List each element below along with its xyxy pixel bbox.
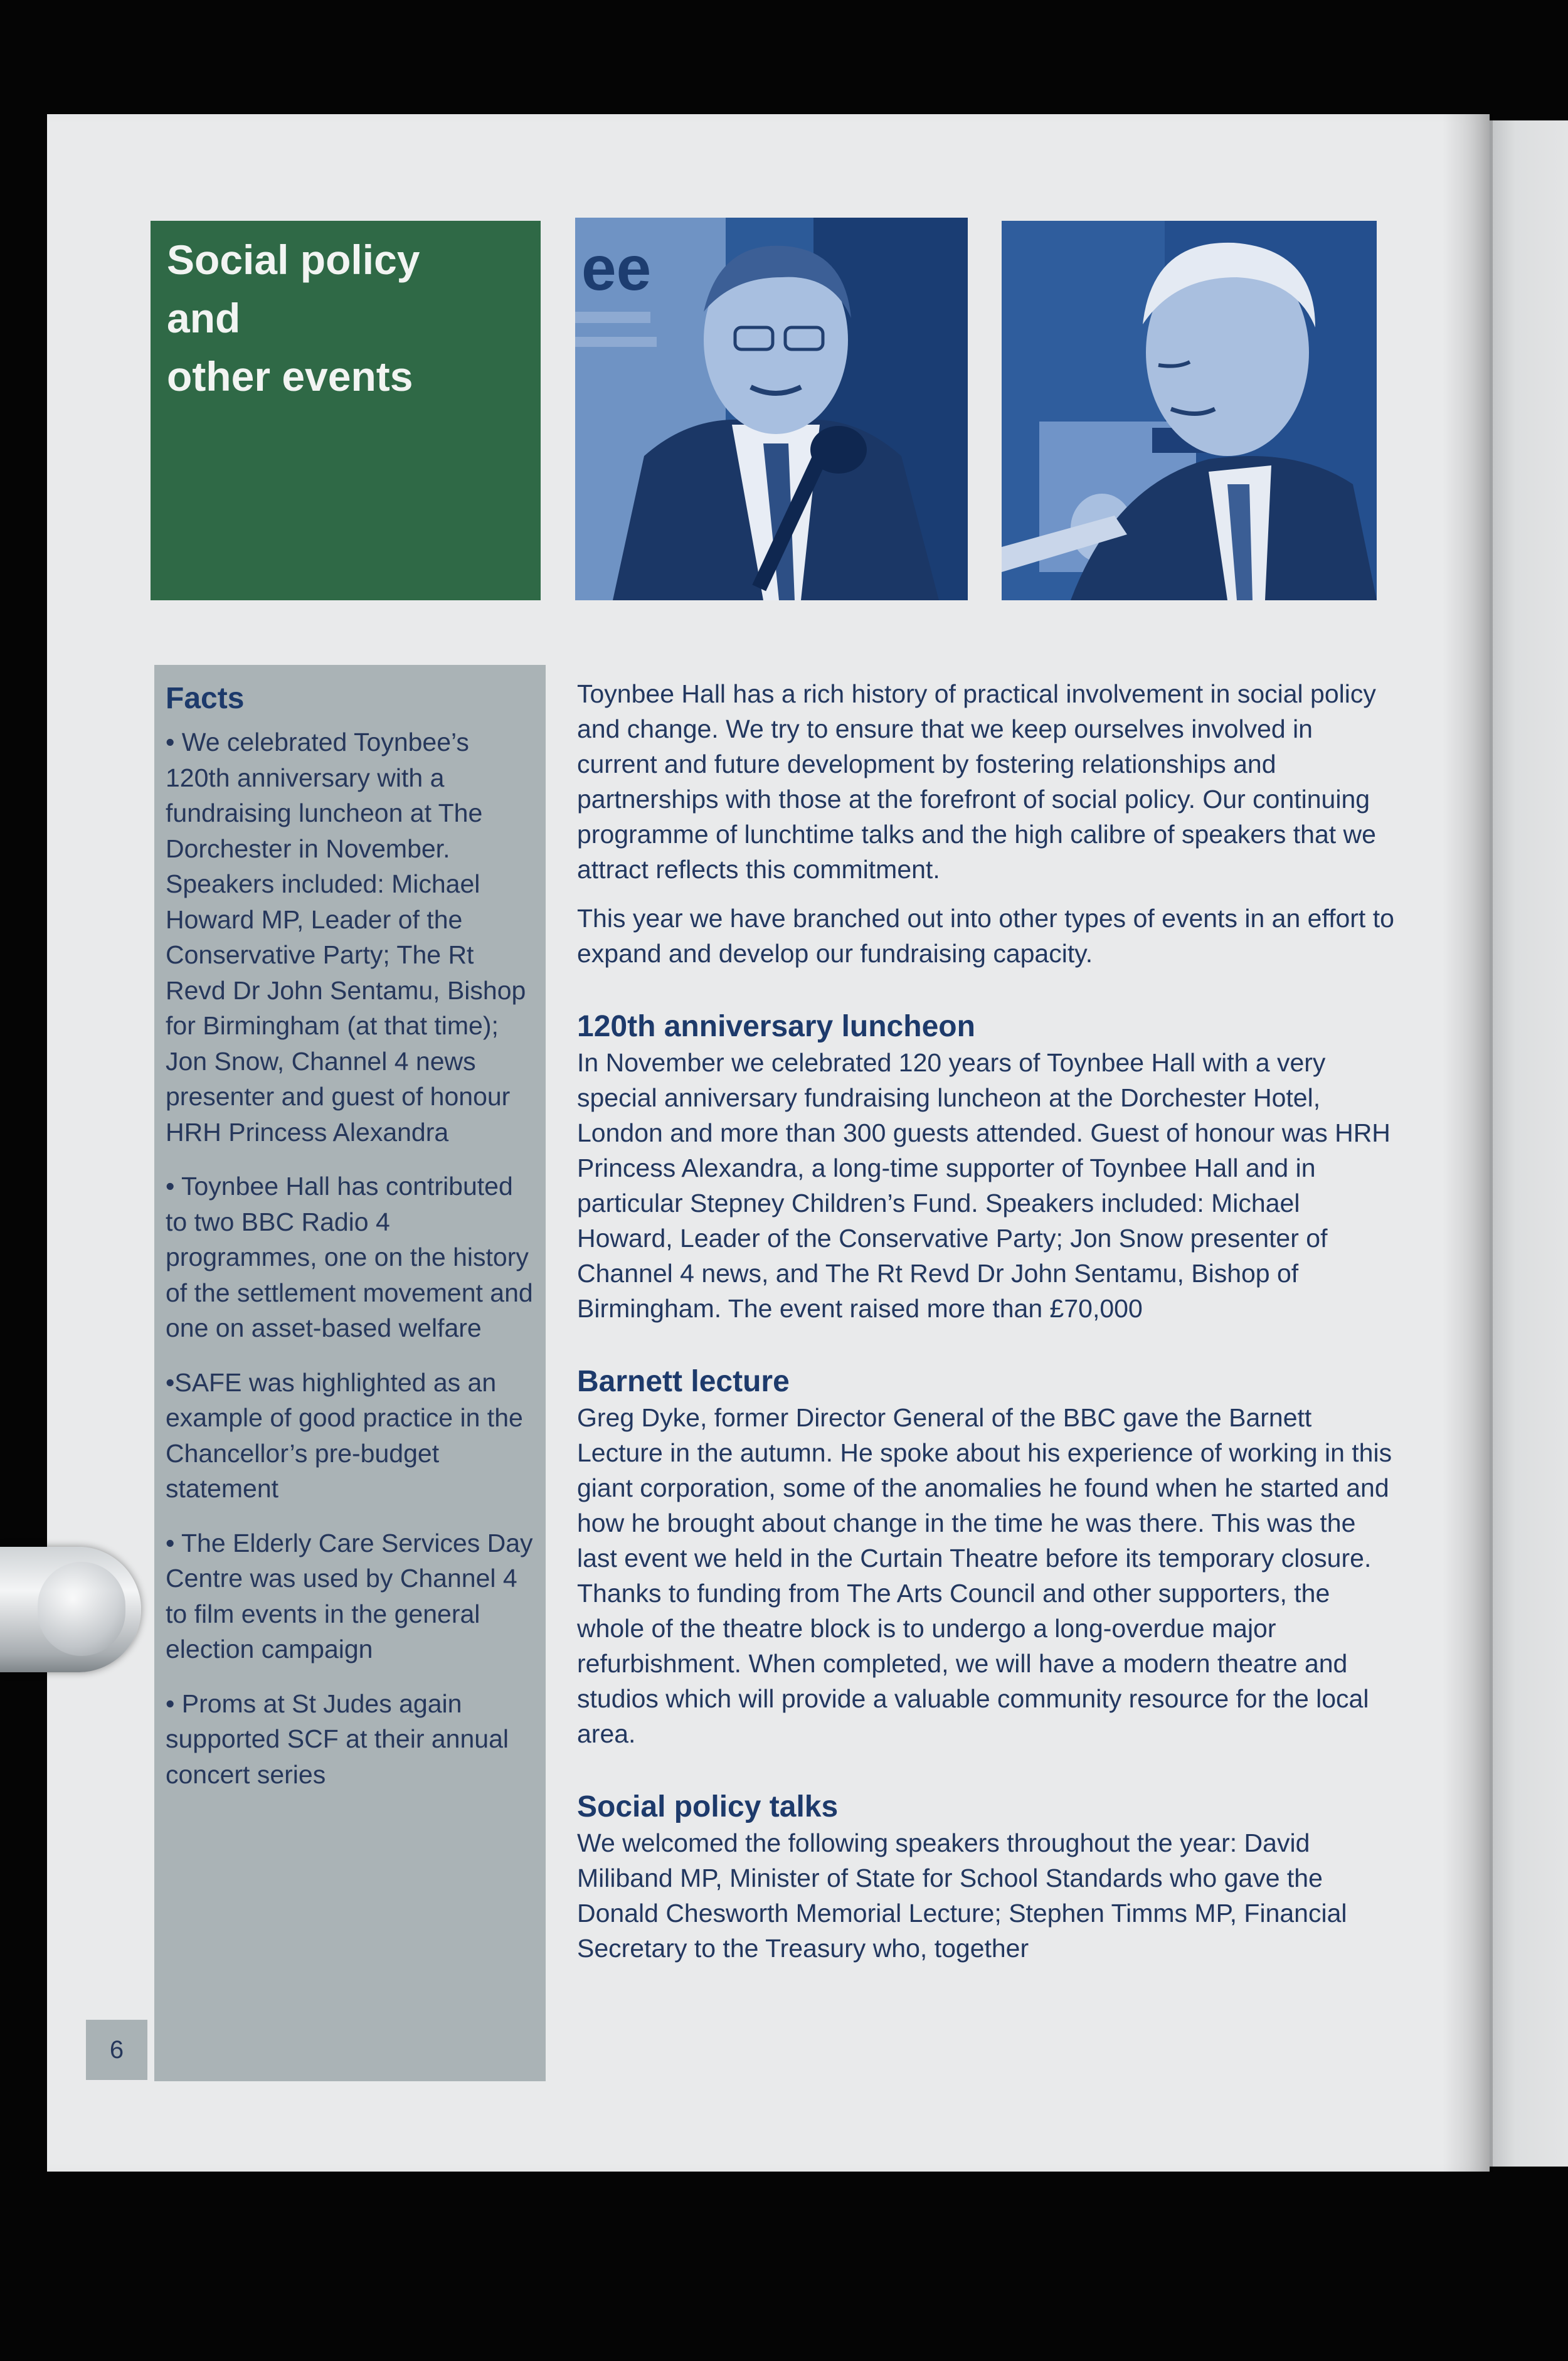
title-line-1: Social policy [167, 236, 420, 283]
fact-item: •SAFE was highlighted as an example of good practice in the Chancellor’s pre-budget statement [166, 1367, 523, 1503]
section-title-panel [151, 221, 541, 600]
fact-item: • The Elderly Care Services Day Centre was used by Channel 4 to film events in the general election campaign [166, 1528, 533, 1663]
fact-item: • Proms at St Judes again supported SCF at their annual concert series [166, 1689, 509, 1789]
page-spine-shadow [1443, 114, 1493, 2172]
facts-sidebar [154, 665, 546, 2081]
fact-item: • We celebrated Toynbee’s 120th anniversary with a fundraising luncheon at The Dorchester in November. Speakers included: Michael Howard MP, Leader of the Conservative Party; The Rt Revd Dr John Sentamu, Bishop for Birmingham (at that time); Jon Snow, Channel 4 news presenter and guest of honour HRH Princess Alexandra [166, 728, 526, 1147]
photo-sign-text: ee [581, 233, 652, 304]
section-body-barnett: Greg Dyke, former Director General of the BBC gave the Barnett Lecture in the autumn. He spoke about his experience of working in this giant corporation, some of the anomalies he found when he started and how he brought about change in the time he was there. This was the last event we held in the Curtain Theatre before its temporary closure. Thanks to funding from The Arts Council and other supporters, the whole of the theatre block is to undergo a long-overdue major refurbishment. When completed, we will have a modern theatre and studios which will provide a valuable community resource for the local area. [577, 1403, 1392, 1748]
section-body-talks: We welcomed the following speakers throughout the year: David Miliband MP, Minister of State for School Standards who gave the Donald Chesworth Memorial Lecture; Stephen Timms MP, Financial Secretary to the Treasury who, together [577, 1828, 1347, 1963]
next-page-edge [1480, 120, 1568, 2167]
speaker-photo-left [575, 218, 968, 600]
speaker-photo-right [1002, 221, 1377, 600]
binder-tab-hole [38, 1562, 125, 1656]
title-line-2: and [167, 295, 241, 341]
page-number: 6 [86, 2020, 147, 2080]
section-heading-talks: Social policy talks [577, 1790, 839, 1823]
section-heading-luncheon: 120th anniversary luncheon [577, 1010, 975, 1043]
facts-heading: Facts [166, 682, 245, 715]
intro-paragraph: This year we have branched out into other types of events in an effort to expand and develop our fundraising capacity. [577, 904, 1394, 968]
title-line-3: other events [167, 353, 413, 400]
main-article [577, 676, 1399, 1980]
section-body-luncheon: In November we celebrated 120 years of Toynbee Hall with a very special anniversary fundraising luncheon at the Dorchester Hotel, London and more than 300 guests attended. Guest of honour was HRH Princess Alexandra, a long-time supporter of Toynbee Hall and in particular Stepney Children’s Fund. Speakers included: Michael Howard, Leader of the Conservative Party; Jon Snow presenter of Channel 4 news, and The Rt Revd Dr John Sentamu, Bishop of Birmingham. The event raised more than £70,000 [577, 1048, 1391, 1323]
intro-paragraph: Toynbee Hall has a rich history of practical involvement in social policy and change. We try to ensure that we keep ourselves involved in current and future development by fostering relationships and partnerships with those at the forefront of social policy. Our continuing programme of lunchtime talks and the high calibre of speakers that we attract reflects this commitment. [577, 679, 1376, 884]
fact-item: • Toynbee Hall has contributed to two BBC Radio 4 programmes, one on the history of the settlement movement and one on asset-based welfare [166, 1172, 533, 1342]
section-heading-barnett: Barnett lecture [577, 1365, 790, 1398]
